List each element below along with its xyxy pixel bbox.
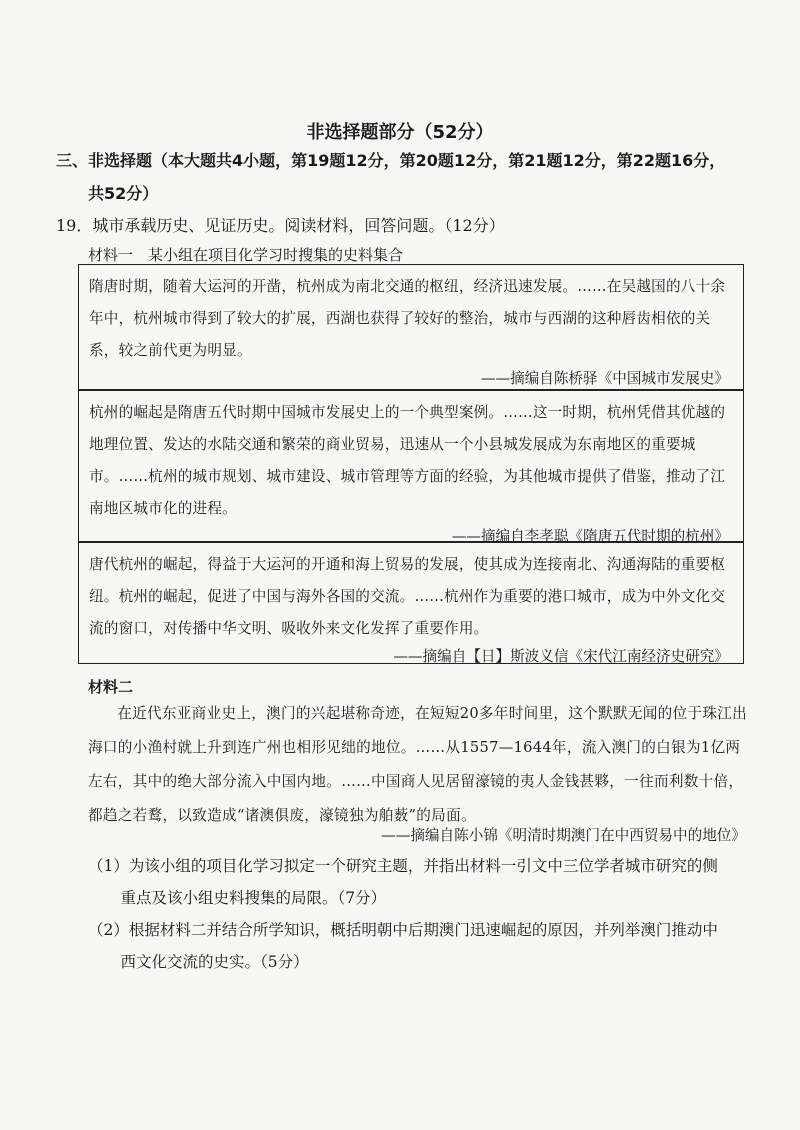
section-header-line1: 三、非选择题（本大题共4小题，第19题12分，第20题12分，第21题12分，第22题16分，	[56, 151, 726, 170]
excerpt-box-3	[78, 542, 744, 664]
sub-question-line: 重点及该小组史料搜集的局限。（7分）	[120, 889, 387, 907]
excerpt-text: 隋唐时期，随着大运河的开凿，杭州成为南北交通的枢纽，经济迅速发展。……在吴越国的八十余年中，杭州城市得到了较大的扩展，西湖也获得了较好的整治，城市与西湖的这种唇齿相依的关系，较之前代更为明显。	[89, 278, 726, 359]
excerpt-text: 杭州的崛起是隋唐五代时期中国城市发展史上的一个典型案例。……这一时期，杭州凭借其优越的地理位置、发达的水陆交通和繁荣的商业贸易，迅速从一个小县城发展成为东南地区的重要城市。……杭州的城市规划、城市建设、城市管理等方面的经验，为其他城市提供了借鉴，推动了江南地区城市化的进程。	[89, 404, 726, 517]
material1-label: 材料一 某小组在项目化学习时搜集的史料集合	[88, 246, 404, 264]
material2-label: 材料二	[88, 678, 134, 696]
sub-question-line: （2）根据材料二并结合所学知识，概括明朝中后期澳门迅速崛起的原因，并列举澳门推动中	[88, 921, 718, 939]
material2-text: 在近代东亚商业史上，澳门的兴起堪称奇迹，在短短20多年时间里，这个默默无闻的位于珠江出海口的小渔村就上升到连广州也相形见绌的地位。……从1557—1644年，流入澳门的白银为1亿两左右，其中的绝大部分流入中国内地。……中国商人见居留濠镜的夷人金钱甚夥，一往而利数十倍，都趋之若鹜，以致造成“诸澳俱废，濠镜独为舶薮”的局面。	[88, 705, 748, 824]
section-title: 非选择题部分（52分）	[306, 122, 494, 143]
sub-question-2	[88, 914, 748, 978]
sub-question-1	[88, 850, 748, 914]
excerpt-source: ——摘编自李孝聪《隋唐五代时期的杭州》	[451, 528, 729, 545]
excerpt-box-1	[78, 264, 744, 390]
sub-question-line: 西文化交流的史实。（5分）	[120, 953, 309, 971]
excerpt-box-2	[78, 390, 744, 545]
question-19: 19．城市承载历史、见证历史。阅读材料，回答问题。（12分）	[56, 216, 505, 235]
sub-question-line: （1）为该小组的项目化学习拟定一个研究主题，并指出材料一引文中三位学者城市研究的侧	[88, 857, 718, 875]
excerpt-text: 唐代杭州的崛起，得益于大运河的开通和海上贸易的发展，使其成为连接南北、沟通海陆的重要枢纽。杭州的崛起，促进了中国与海外各国的交流。……杭州作为重要的港口城市，成为中外文化交流的窗口，对传播中华文明、吸收外来文化发挥了重要作用。	[89, 556, 726, 637]
excerpt-source: ——摘编自【日】斯波义信《宋代江南经济史研究》	[393, 648, 729, 665]
material2-source: ——摘编自陈小锦《明清时期澳门在中西贸易中的地位》	[381, 827, 746, 844]
section-header-line2: 共52分）	[88, 184, 159, 203]
excerpt-source: ——摘编自陈桥驿《中国城市发展史》	[480, 370, 729, 387]
